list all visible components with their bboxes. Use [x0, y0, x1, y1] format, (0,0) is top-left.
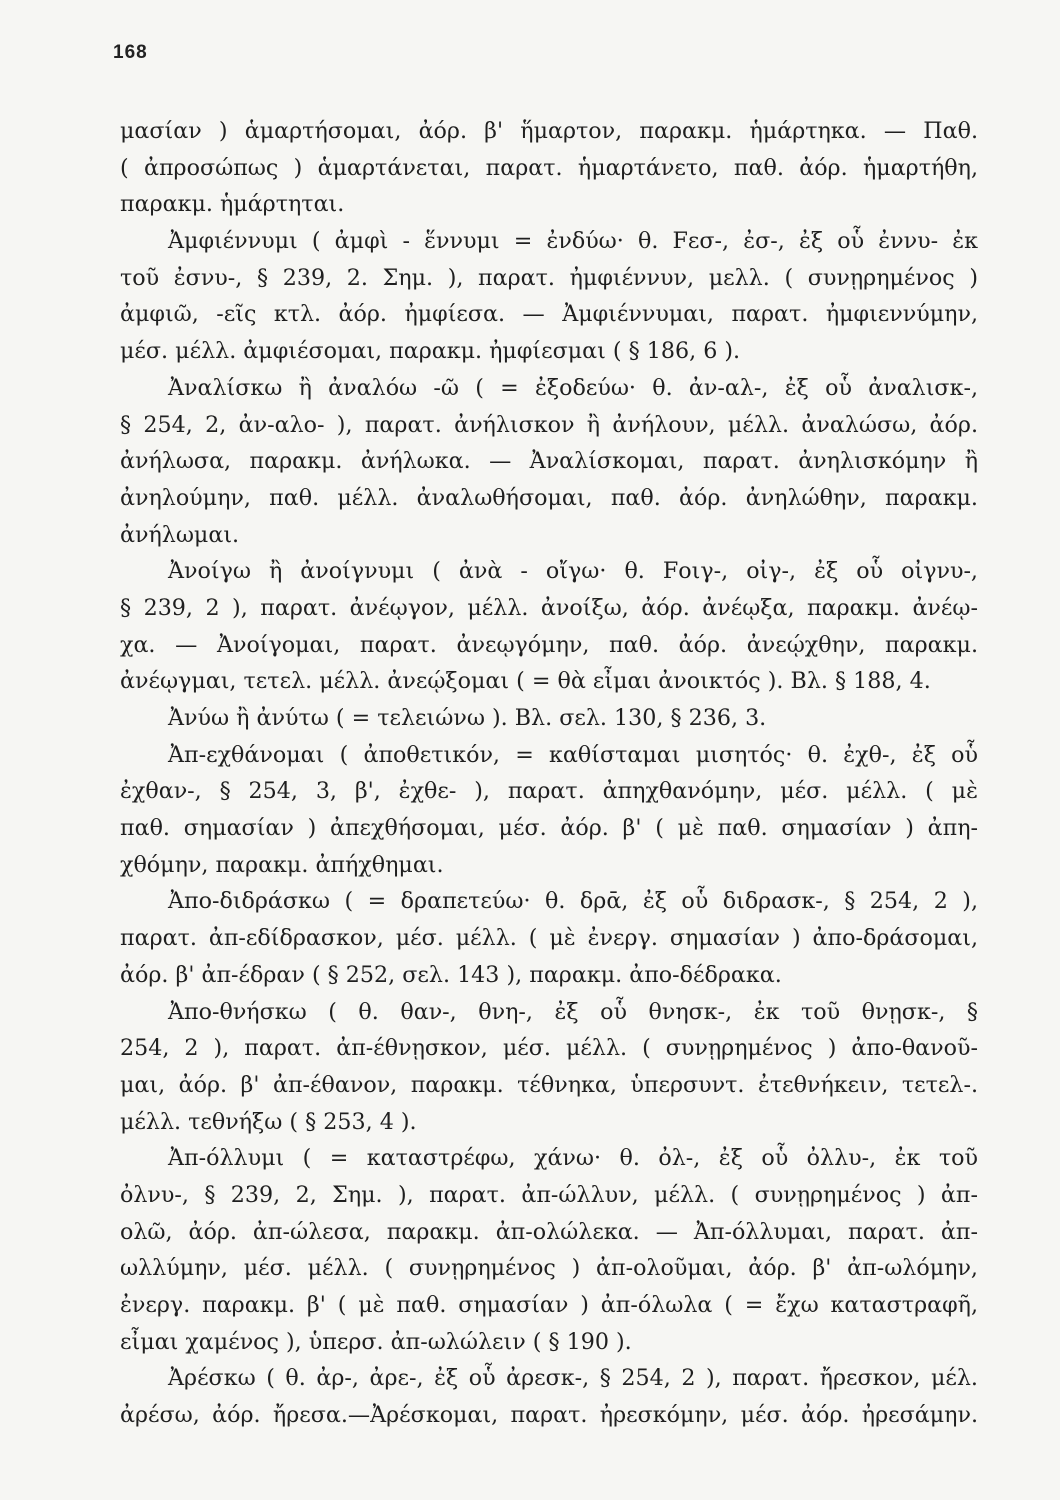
- text-line: ἀνέῳγμαι, τετελ. μέλλ. ἀνεῴξομαι ( = θὰ εἶμαι ἀνοικτός ). Βλ. § 188, 4.: [120, 668, 931, 695]
- text-line: ἐχθαν-, § 254, 3, β', ἐχθε- ), παρατ. ἀπηχθανόμην, μέσ. μέλλ. ( μὲ: [120, 778, 978, 805]
- text-line: μέλλ. τεθνήξω ( § 253, 4 ).: [120, 1108, 417, 1135]
- text-line: παρακμ. ἡμάρτηται.: [120, 191, 345, 218]
- text-line: χθόμην, παρακμ. ἀπήχθημαι.: [120, 851, 444, 878]
- text-line: ἐνεργ. παρακμ. β' ( μὲ παθ. σημασίαν ) ἀπ-όλωλα ( = ἔχω καταστραφῆ,: [120, 1292, 978, 1318]
- text-line: μαι, ἀόρ. β' ἀπ-έθανον, παρακμ. τέθνηκα, ὑπερσυντ. ἐτεθνήκειν, τετελ-.: [120, 1071, 978, 1098]
- text-line: παθ. σημασίαν ) ἀπεχθήσομαι, μέσ. ἀόρ. β' ( μὲ παθ. σημασίαν ) ἀπη-: [120, 815, 978, 842]
- text-line: ωλλύμην, μέσ. μέλλ. ( συνῃρημένος ) ἀπ-ολοῦμαι, ἀόρ. β' ἀπ-ωλόμην,: [120, 1255, 978, 1282]
- text-line: εἶμαι χαμένος ), ὑπερσ. ἀπ-ωλώλειν ( § 190 ).: [120, 1328, 632, 1355]
- text-line: § 239, 2 ), παρατ. ἀνέῳγον, μέλλ. ἀνοίξω, ἀόρ. ἀνέῳξα, παρακμ. ἀνέῳ-: [120, 594, 978, 621]
- text-line: ὀλνυ-, § 239, 2, Σημ. ), παρατ. ἀπ-ώλλυν, μέλλ. ( συνῃρημένος ) ἀπ-: [120, 1181, 978, 1208]
- text-line: μέσ. μέλλ. ἀμφιέσομαι, παρακμ. ἠμφίεσμαι ( § 186, 6 ).: [120, 338, 741, 365]
- entry-headword-line: Ἀπ-όλλυμι ( = καταστρέφω, χάνω· θ. ὀλ-, ἐξ οὗ ὀλλυ-, ἐκ τοῦ: [168, 1145, 978, 1172]
- dictionary-text: [120, 113, 978, 1434]
- entry-headword-line: Ἀνοίγω ἢ ἀνοίγνυμι ( ἀνὰ - οἴγω· θ. Fοιγ-, οἰγ-, ἐξ οὗ οἰγνυ-,: [168, 558, 978, 585]
- text-line: ἀρέσω, ἀόρ. ἤρεσα.—Ἀρέσκομαι, παρατ. ἠρεσκόμην, μέσ. ἀόρ. ἠρεσάμην.: [120, 1402, 978, 1429]
- text-line: ( ἀπροσώπως ) ἁμαρτάνεται, παρατ. ἡμαρτάνετο, παθ. ἀόρ. ἡμαρτήθη,: [120, 154, 978, 181]
- entry-headword-line: Ἀπ-εχθάνομαι ( ἀποθετικόν, = καθίσταμαι μισητός· θ. ἐχθ-, ἐξ οὗ: [168, 741, 978, 768]
- page-number: 168: [113, 42, 148, 63]
- entry-headword-line: Ἀπο-διδράσκω ( = δραπετεύω· θ. δρᾱ, ἐξ οὗ διδρασκ-, § 254, 2 ),: [168, 888, 978, 915]
- text-line: ἀνηλούμην, παθ. μέλλ. ἀναλωθήσομαι, παθ. ἀόρ. ἀνηλώθην, παρακμ.: [120, 484, 978, 511]
- text-line: ολῶ, ἀόρ. ἀπ-ώλεσα, παρακμ. ἀπ-ολώλεκα. — Ἀπ-όλλυμαι, παρατ. ἀπ-: [120, 1218, 978, 1245]
- text-line: παρατ. ἀπ-εδίδρασκον, μέσ. μέλλ. ( μὲ ἐνεργ. σημασίαν ) ἀπο-δράσομαι,: [120, 925, 978, 952]
- entry-headword-line: Ἀρέσκω ( θ. ἀρ-, ἀρε-, ἐξ οὗ ἀρεσκ-, § 254, 2 ), παρατ. ἤρεσκον, μέλ.: [168, 1365, 978, 1392]
- text-line: ἀνήλωσα, παρακμ. ἀνήλωκα. — Ἀναλίσκομαι, παρατ. ἀνηλισκόμην ἢ: [120, 448, 978, 475]
- entry-headword-line: Ἀπο-θνήσκω ( θ. θαν-, θνη-, ἐξ οὗ θνησκ-, ἐκ τοῦ θνῃσκ-, §: [168, 998, 978, 1025]
- text-line: ἀόρ. β' ἀπ-έδραν ( § 252, σελ. 143 ), παρακμ. ἀπο-δέδρακα.: [120, 961, 782, 988]
- entry-headword-line: Ἀμφιέννυμι ( ἀμφὶ - ἕννυμι = ἐνδύω· θ. Fεσ-, ἐσ-, ἐξ οὗ ἐννυ- ἐκ: [168, 228, 978, 255]
- text-line: § 254, 2, ἀν-αλο- ), παρατ. ἀνήλισκον ἢ ἀνήλουν, μέλλ. ἀναλώσω, ἀόρ.: [120, 411, 978, 438]
- text-line: ἀμφιῶ, -εῖς κτλ. ἀόρ. ἠμφίεσα. — Ἀμφιέννυμαι, παρατ. ἠμφιεννύμην,: [120, 301, 978, 328]
- text-line: μασίαν ) ἁμαρτήσομαι, ἀόρ. β' ἥμαρτον, παρακμ. ἡμάρτηκα. — Παθ.: [120, 118, 978, 144]
- entry-headword-line: Ἀνύω ἢ ἀνύτω ( = τελειώνω ). Βλ. σελ. 130, § 236, 3.: [168, 705, 767, 731]
- entry-headword-line: Ἀναλίσκω ἢ ἀναλόω -ῶ ( = ἐξοδεύω· θ. ἀν-αλ-, ἐξ οὗ ἀναλισκ-,: [168, 374, 978, 401]
- text-line: τοῦ ἐσνυ-, § 239, 2. Σημ. ), παρατ. ἠμφιέννυν, μελλ. ( συνῃρημένος ): [120, 264, 978, 291]
- text-line: χα. — Ἀνοίγομαι, παρατ. ἀνεῳγόμην, παθ. ἀόρ. ἀνεῴχθην, παρακμ.: [120, 631, 978, 658]
- text-line: ἀνήλωμαι.: [120, 521, 240, 548]
- text-line: 254, 2 ), παρατ. ἀπ-έθνῃσκον, μέσ. μέλλ. ( συνῃρημένος ) ἀπο-θανοῦ-: [120, 1035, 978, 1062]
